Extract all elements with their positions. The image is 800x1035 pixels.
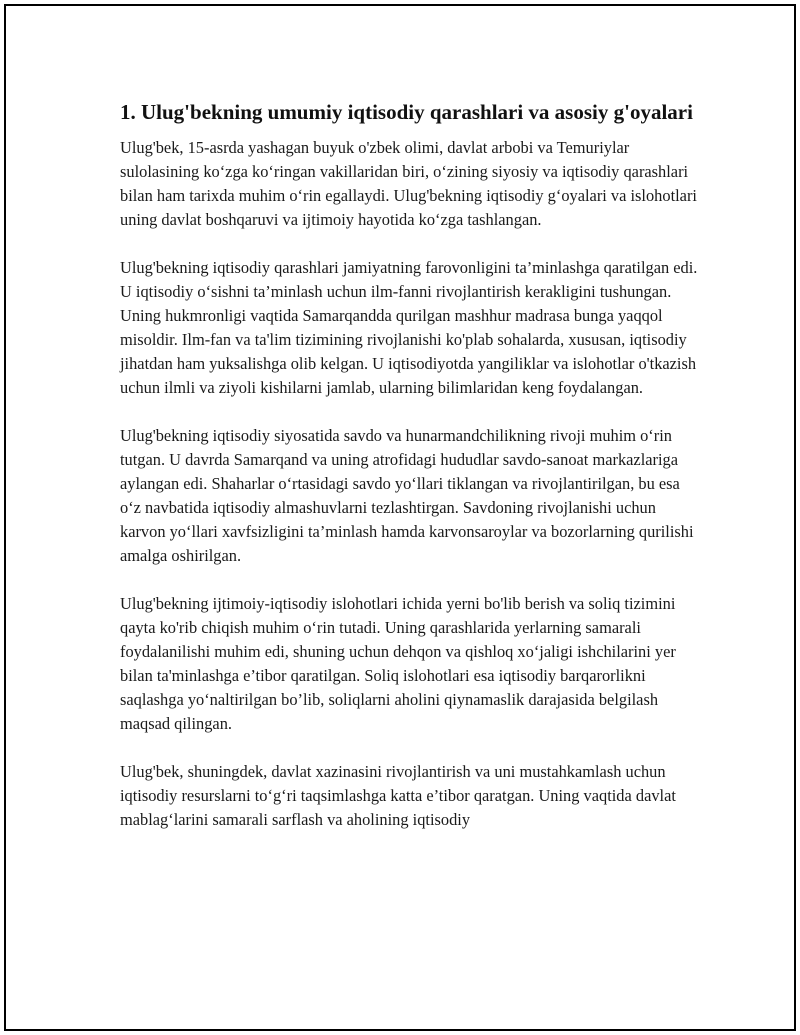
page-frame bbox=[4, 4, 796, 1031]
document-body bbox=[120, 98, 700, 856]
paragraph-trade-crafts: Ulug'bekning iqtisodiy siyosatida savdo va hunarmandchilikning rivoji muhim o‘rin tutgan. U davrda Samarqand va uning atrofidagi hududlar savdo-sanoat markazlariga aylangan edi. Shaharlar o‘rtasidagi savdo yo‘llari tiklangan va rivojlantirilgan, bu esa o‘z navbatida iqtisodiy almashuvlarni tezlashtirgan. Savdoning rivojlanishi uchun karvon yo‘llari xavfsizligini ta’minlash hamda karvonsaroylar va bozorlarning qurilishi amalga oshirilgan. bbox=[120, 426, 694, 565]
document-title: 1. Ulug'bekning umumiy iqtisodiy qarashlari va asosiy g'oyalari bbox=[120, 100, 693, 124]
paragraph-treasury: Ulug'bek, shuningdek, davlat xazinasini rivojlantirish va uni mustahkamlash uchun iqtisodiy resurslarni to‘g‘ri taqsimlashga katta e’tibor qaratgan. Uning vaqtida davlat mablag‘larini samarali sarflash va aholining iqtisodiy bbox=[120, 762, 676, 829]
paragraph-land-tax-reforms: Ulug'bekning ijtimoiy-iqtisodiy islohotlari ichida yerni bo'lib berish va soliq tizimini qayta ko'rib chiqish muhim o‘rin tutadi. Uning qarashlarida yerlarning samarali foydalanilishi muhim edi, shuning uchun dehqon va qishloq xo‘jaligi ishchilarini yer bilan ta'minlashga e’tibor qaratilgan. Soliq islohotlari esa iqtisodiy barqarorlikni saqlashga yo‘naltirilgan bo’lib, soliqlarni aholini qiynamaslik darajasida belgilash maqsad qilingan. bbox=[120, 594, 676, 733]
paragraph-economic-views: Ulug'bekning iqtisodiy qarashlari jamiyatning farovonligini ta’minlashga qaratilgan edi. U iqtisodiy o‘sishni ta’minlash uchun ilm-fanni rivojlantirish kerakligini tushungan. Uning hukmronligi vaqtida Samarqandda qurilgan mashhur madrasa bunga yaqqol misoldir. Ilm-fan va ta'lim tizimining rivojlanishi ko'plab sohalarda, xususan, iqtisodiy jihatdan ham yuksalishga olib kelgan. U iqtisodiyotda yangiliklar va islohotlar o'tkazish uchun ilmli va ziyoli kishilarni jamlab, ularning bilimlaridan keng foydalangan. bbox=[120, 258, 698, 397]
paragraph-intro: Ulug'bek, 15-asrda yashagan buyuk o'zbek olimi, davlat arbobi va Temuriylar sulolasining ko‘zga ko‘ringan vakillaridan biri, o‘zining siyosiy va iqtisodiy qarashlari bilan ham tarixda muhim o‘rin egallaydi. Ulug'bekning iqtisodiy g‘oyalari va islohotlari uning davlat boshqaruvi va ijtimoiy hayotida ko‘zga tashlangan. bbox=[120, 138, 697, 229]
